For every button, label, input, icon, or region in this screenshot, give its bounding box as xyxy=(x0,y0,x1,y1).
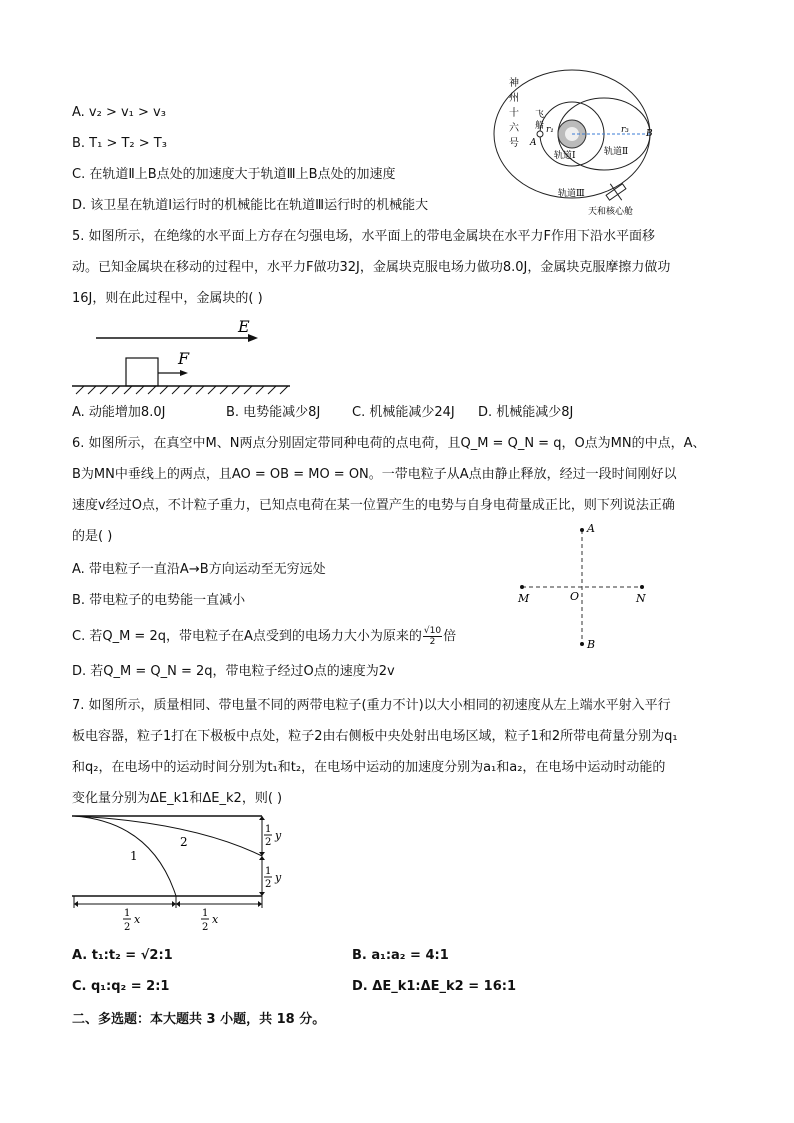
q6-option-c xyxy=(72,626,456,647)
fraction-numerator: √10 xyxy=(423,626,442,636)
q6-stem-line-1: 6. 如图所示，在真空中M、N两点分别固定带同种电荷的点电荷，且Q_M = Q_N = q，O点为MN的中点，A、 xyxy=(72,436,706,451)
ship-label-5: 号 xyxy=(509,138,519,149)
q7-option-a: A. t₁:t₂ = √2:1 xyxy=(72,948,173,963)
half-x-right-den: 2 xyxy=(202,922,209,933)
point-b-label: B xyxy=(646,129,653,139)
q7-option-d: D. ΔE_k1:ΔE_k2 = 16:1 xyxy=(352,979,516,994)
half-x-left-num: 1 xyxy=(124,908,131,919)
q7-stem-line-3: 和q₂，在电场中的运动时间分别为t₁和t₂，在电场中运动的加速度分别为a₁和a₂，在电场中运动时动能的 xyxy=(72,760,666,775)
half-x-left-den: 2 xyxy=(124,922,131,933)
half-y-upper-var: y xyxy=(275,829,282,842)
q6-option-c-text: C. 若Q_M = 2q，带电粒子在A点受到的电场力大小为原来的 xyxy=(72,629,422,644)
half-x-left-var: x xyxy=(134,913,141,926)
r1-label: r₁ xyxy=(546,125,554,135)
point-a-label: A xyxy=(530,138,537,148)
point-a-label: A xyxy=(587,522,595,535)
orbit-2-label: 轨道Ⅱ xyxy=(604,147,629,157)
q5-option-c: C. 机械能减少24J xyxy=(352,405,455,420)
q7-option-b: B. a₁:a₂ = 4:1 xyxy=(352,948,449,963)
q7-stem-line-1: 7. 如图所示，质量相同、带电量不同的两带电粒子(重力不计)以大小相同的初速度从左上端水平射入平行 xyxy=(72,698,671,713)
q6-stem-line-2: B为MN中垂线上的两点，且AO = OB = MO = ON。一带电粒子从A点由静止释放，经过一段时间刚好以 xyxy=(72,467,677,482)
orbit-1-label: 轨道Ⅰ xyxy=(554,151,576,161)
q6-option-c-suffix: 倍 xyxy=(443,629,457,644)
field-e-label: E xyxy=(238,317,250,336)
ship-label-4: 六 xyxy=(509,123,519,134)
station-label: 天和核心舱 xyxy=(588,207,634,217)
point-m-label: M xyxy=(518,592,530,605)
charges-figure xyxy=(512,520,662,652)
q5-option-d: D. 机械能减少8J xyxy=(478,405,574,420)
q6-stem-line-3: 速度v经过O点，不计粒子重力，已知点电荷在某一位置产生的电势与自身电荷量成正比，则下列说法正确 xyxy=(72,498,675,513)
fly-label-2: 船 xyxy=(535,121,545,131)
q4-option-b: B. T₁ > T₂ > T₃ xyxy=(72,136,167,151)
orbit-figure xyxy=(500,72,660,222)
ship-label-1: 神 xyxy=(509,78,519,89)
orbit-3-label: 轨道Ⅲ xyxy=(558,189,585,199)
half-y-lower-var: y xyxy=(275,871,282,884)
q5-stem-line-1: 5. 如图所示，在绝缘的水平面上方存在匀强电场，水平面上的带电金属块在水平力F作用下沿水平面移 xyxy=(72,229,656,244)
r3-label: r₃ xyxy=(621,125,629,135)
point-b-label: B xyxy=(587,638,596,651)
capacitor-figure xyxy=(72,812,292,942)
q4-option-a: A. v₂ > v₁ > v₃ xyxy=(72,105,166,120)
particle-1-label: 1 xyxy=(130,849,138,863)
sqrt10-over-2-fraction xyxy=(423,626,442,647)
q4-option-d: D. 该卫星在轨道Ⅰ运行时的机械能比在轨道Ⅲ运行时的机械能大 xyxy=(72,198,429,213)
half-x-right-num: 1 xyxy=(202,908,209,919)
half-y-upper-num: 1 xyxy=(265,824,272,835)
metal-block xyxy=(126,358,158,386)
fly-label-1: 飞 xyxy=(535,110,545,120)
q4-option-c: C. 在轨道Ⅱ上B点处的加速度大于轨道Ⅲ上B点处的加速度 xyxy=(72,167,396,182)
q6-option-a: A. 带电粒子一直沿A→B方向运动至无穷远处 xyxy=(72,562,326,577)
q5-stem-line-2: 动。已知金属块在移动的过程中，水平力F做功32J，金属块克服电场力做功8.0J，金属块克服摩擦力做功 xyxy=(72,260,671,275)
particle-2-label: 2 xyxy=(180,835,188,849)
half-y-lower-num: 1 xyxy=(265,866,272,877)
q6-option-b: B. 带电粒子的电势能一直减小 xyxy=(72,593,246,608)
section-2-heading: 二、多选题：本大题共 3 小题，共 18 分。 xyxy=(72,1012,326,1027)
ship-label-3: 十 xyxy=(509,108,519,119)
q5-option-b: B. 电势能减少8J xyxy=(226,405,321,420)
half-y-lower-den: 2 xyxy=(265,879,272,890)
q5-stem-line-3: 16J，则在此过程中，金属块的( ) xyxy=(72,291,263,306)
trajectory-1 xyxy=(74,816,176,896)
q7-option-c: C. q₁:q₂ = 2:1 xyxy=(72,979,170,994)
point-o-label: O xyxy=(570,590,580,603)
q6-option-d: D. 若Q_M = Q_N = 2q，带电粒子经过O点的速度为2v xyxy=(72,664,395,679)
half-y-upper-den: 2 xyxy=(265,837,272,848)
half-x-right-var: x xyxy=(212,913,219,926)
force-f-label: F xyxy=(178,349,190,368)
trajectory-2 xyxy=(74,816,262,856)
field-block-figure xyxy=(72,316,292,398)
ship-label-2: 州 xyxy=(509,93,519,104)
q6-stem-line-4: 的是( ) xyxy=(72,529,113,544)
point-a-marker xyxy=(537,131,543,137)
point-n-label: N xyxy=(636,592,646,605)
q7-stem-line-4: 变化量分别为ΔE_k1和ΔE_k2，则( ) xyxy=(72,791,283,806)
fraction-denominator: 2 xyxy=(429,637,436,647)
q5-option-a: A. 动能增加8.0J xyxy=(72,405,166,420)
q7-stem-line-2: 板电容器，粒子1打在下极板中点处，粒子2由右侧板中央处射出电场区域，粒子1和2所带电荷量分别为q₁ xyxy=(72,729,678,744)
